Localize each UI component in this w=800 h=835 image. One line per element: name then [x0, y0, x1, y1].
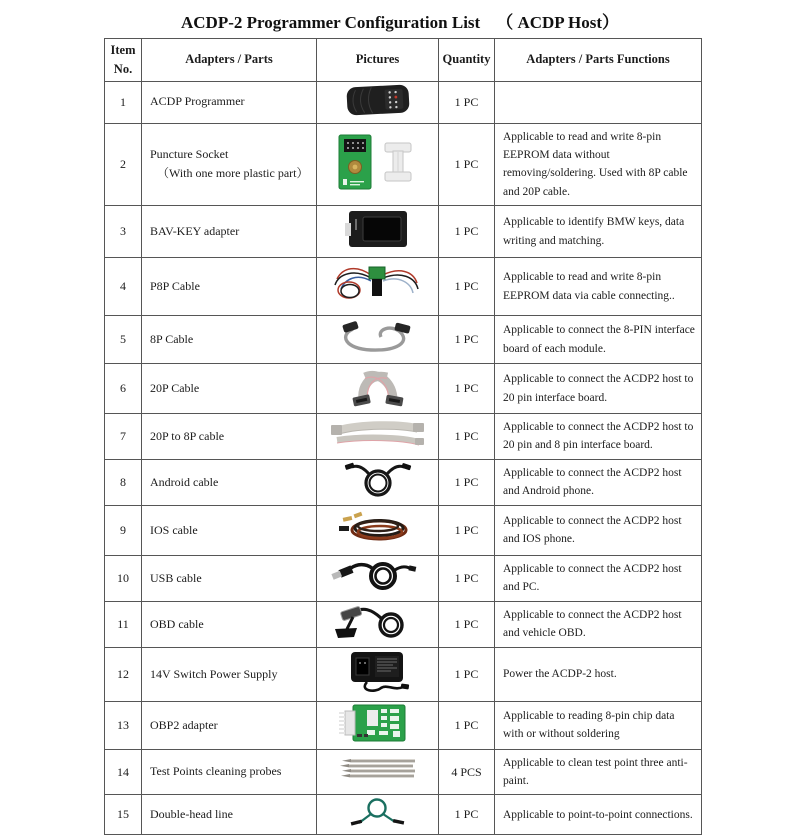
picture-cell: [317, 206, 439, 258]
function-cell: Power the ACDP-2 host.: [495, 647, 702, 701]
header-functions: Adapters / Parts Functions: [495, 39, 702, 82]
quantity-cell: 1 PC: [439, 701, 495, 749]
picture-cell: [317, 795, 439, 835]
puncture-socket-photo: [323, 130, 433, 194]
function-cell: Applicable to connect the ACDP2 host and Android phone.: [495, 459, 702, 505]
item-no-cell: 4: [105, 258, 142, 316]
item-no-cell: 14: [105, 749, 142, 795]
quantity-cell: 1 PC: [439, 795, 495, 835]
item-no-cell: 1: [105, 81, 142, 123]
item-no-cell: 2: [105, 123, 142, 206]
quantity-cell: 1 PC: [439, 258, 495, 316]
bav-key-adapter-photo: [323, 207, 433, 251]
picture-cell: [317, 555, 439, 601]
header-item-no: Item No.: [105, 39, 142, 82]
table-row: [105, 81, 702, 123]
page-title: [0, 8, 800, 33]
part-name-cell: USB cable: [142, 555, 317, 601]
table-row: [105, 601, 702, 647]
quantity-cell: 4 PCS: [439, 749, 495, 795]
item-no-cell: 13: [105, 701, 142, 749]
title-main: ACDP-2 Programmer Configuration List: [181, 13, 481, 32]
part-name-cell: 20P to 8P cable: [142, 414, 317, 460]
table-row: [105, 258, 702, 316]
function-cell: Applicable to connect the ACDP2 host to 20 pin and 8 pin interface board.: [495, 414, 702, 460]
configuration-table: [104, 38, 702, 835]
part-name-cell: BAV-KEY adapter: [142, 206, 317, 258]
quantity-cell: 1 PC: [439, 555, 495, 601]
function-cell: Applicable to connect the ACDP2 host and IOS phone.: [495, 505, 702, 555]
item-no-cell: 6: [105, 364, 142, 414]
part-name-cell: Android cable: [142, 459, 317, 505]
item-no-cell: 3: [105, 206, 142, 258]
item-no-cell: 10: [105, 555, 142, 601]
part-name-cell: 8P Cable: [142, 316, 317, 364]
function-cell: Applicable to clean test point three anti-paint.: [495, 749, 702, 795]
item-no-cell: 5: [105, 316, 142, 364]
table-row: [105, 795, 702, 835]
picture-cell: [317, 123, 439, 206]
picture-cell: [317, 316, 439, 364]
table-row: [105, 364, 702, 414]
picture-cell: [317, 601, 439, 647]
android-cable-photo: [323, 461, 433, 499]
quantity-cell: 1 PC: [439, 601, 495, 647]
power-supply-photo: [323, 649, 433, 695]
item-no-cell: 9: [105, 505, 142, 555]
part-name-cell: P8P Cable: [142, 258, 317, 316]
quantity-cell: 1 PC: [439, 505, 495, 555]
picture-cell: [317, 258, 439, 316]
quantity-cell: 1 PC: [439, 459, 495, 505]
quantity-cell: 1 PC: [439, 647, 495, 701]
function-cell: Applicable to connect the 8-PIN interface board of each module.: [495, 316, 702, 364]
item-no-cell: 15: [105, 795, 142, 835]
p8p-cable-photo: [323, 259, 433, 309]
table-row: [105, 414, 702, 460]
double-head-line-photo: [323, 796, 433, 828]
quantity-cell: 1 PC: [439, 81, 495, 123]
picture-cell: [317, 505, 439, 555]
function-cell: [495, 81, 702, 123]
part-name-cell: ACDP Programmer: [142, 81, 317, 123]
part-name-cell: 20P Cable: [142, 364, 317, 414]
header-quantity: Quantity: [439, 39, 495, 82]
table-header-row: [105, 39, 702, 82]
function-cell: Applicable to connect the ACDP2 host to 20 pin interface board.: [495, 364, 702, 414]
header-parts: Adapters / Parts: [142, 39, 317, 82]
table-row: [105, 206, 702, 258]
quantity-cell: 1 PC: [439, 123, 495, 206]
20p-cable-photo: [323, 365, 433, 407]
function-cell: Applicable to read and write 8-pin EEPROM data via cable connecting..: [495, 258, 702, 316]
table-row: [105, 459, 702, 505]
table-row: [105, 701, 702, 749]
picture-cell: [317, 364, 439, 414]
function-cell: Applicable to reading 8-pin chip data with or without soldering: [495, 701, 702, 749]
20p-to-8p-cable-photo: [323, 417, 433, 451]
table-row: [105, 123, 702, 206]
part-name-cell: OBD cable: [142, 601, 317, 647]
usb-cable-photo: [323, 558, 433, 594]
table-row: [105, 647, 702, 701]
function-cell: Applicable to identify BMW keys, data writing and matching.: [495, 206, 702, 258]
obd-cable-photo: [323, 603, 433, 641]
quantity-cell: 1 PC: [439, 206, 495, 258]
part-name-cell: Puncture Socket （With one more plastic part）: [142, 123, 317, 206]
title-paren: （ ACDP Host）: [496, 13, 619, 32]
picture-cell: [317, 701, 439, 749]
picture-cell: [317, 647, 439, 701]
item-no-cell: 8: [105, 459, 142, 505]
quantity-cell: 1 PC: [439, 316, 495, 364]
function-cell: Applicable to connect the ACDP2 host and PC.: [495, 555, 702, 601]
table-row: [105, 555, 702, 601]
obp2-adapter-photo: [323, 703, 433, 743]
cleaning-probes-photo: [323, 754, 433, 786]
quantity-cell: 1 PC: [439, 414, 495, 460]
part-name-cell: Test Points cleaning probes: [142, 749, 317, 795]
table-row: [105, 316, 702, 364]
item-no-cell: 7: [105, 414, 142, 460]
8p-cable-photo: [323, 317, 433, 357]
picture-cell: [317, 414, 439, 460]
picture-cell: [317, 81, 439, 123]
item-no-cell: 12: [105, 647, 142, 701]
function-cell: Applicable to connect the ACDP2 host and vehicle OBD.: [495, 601, 702, 647]
picture-cell: [317, 459, 439, 505]
part-name-cell: 14V Switch Power Supply: [142, 647, 317, 701]
function-cell: Applicable to read and write 8-pin EEPROM data without removing/soldering. Used with 8P cable and 20P cable.: [495, 123, 702, 206]
ios-cable-photo: [323, 507, 433, 549]
part-name-cell: Double-head line: [142, 795, 317, 835]
table-row: [105, 749, 702, 795]
table-row: [105, 505, 702, 555]
function-cell: Applicable to point-to-point connections.: [495, 795, 702, 835]
part-name-cell: IOS cable: [142, 505, 317, 555]
picture-cell: [317, 749, 439, 795]
item-no-cell: 11: [105, 601, 142, 647]
part-name-cell: OBP2 adapter: [142, 701, 317, 749]
quantity-cell: 1 PC: [439, 364, 495, 414]
acdp-programmer-photo: [323, 83, 433, 117]
header-pictures: Pictures: [317, 39, 439, 82]
